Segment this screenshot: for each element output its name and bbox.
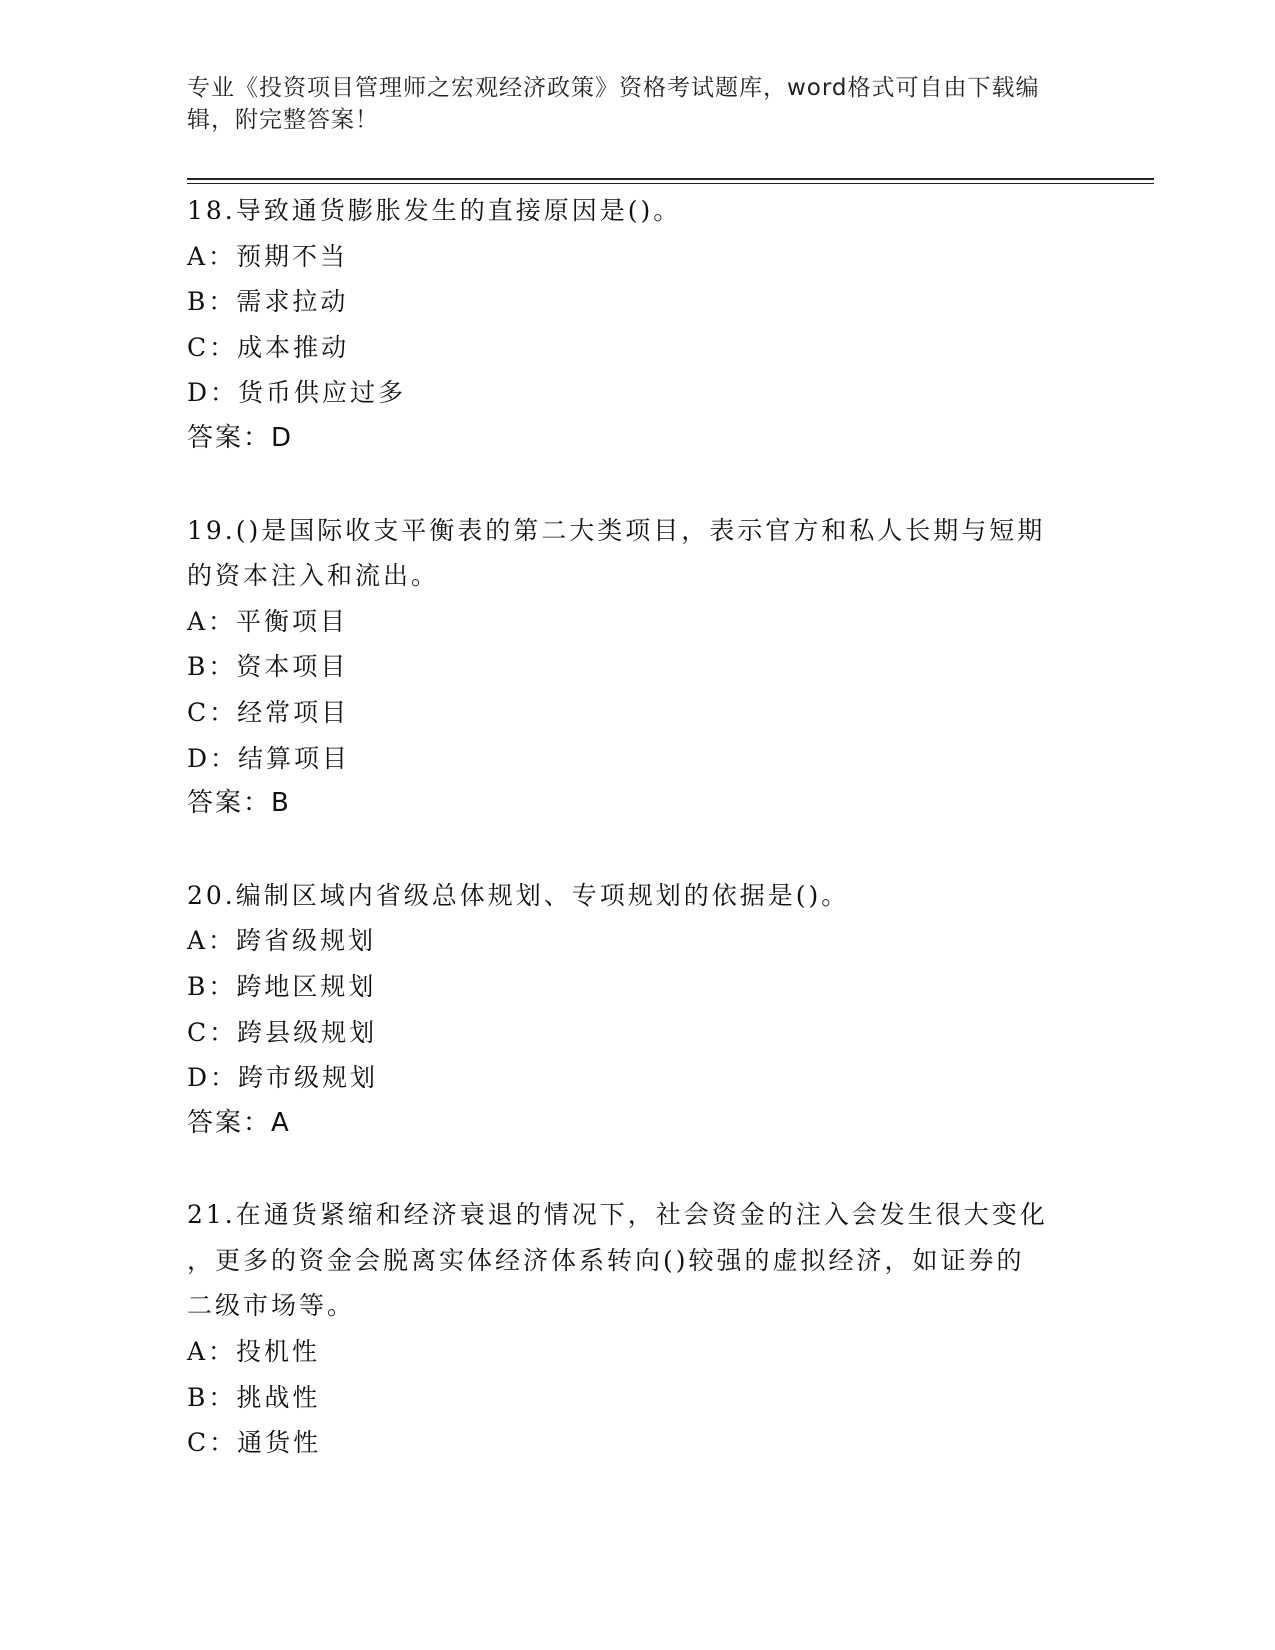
answer-label: 答案： xyxy=(187,788,272,819)
question-stem: 21.在通货紧缩和经济衰退的情况下，社会资金的注入会发生很大变化 xyxy=(187,1200,1048,1230)
option-d: D：跨市级规划 xyxy=(187,1063,379,1093)
answer-value: A xyxy=(271,1107,290,1138)
option-d: D：结算项目 xyxy=(187,743,351,773)
question-stem: 20.编制区域内省级总体规划、专项规划的依据是()。 xyxy=(187,880,850,910)
header-line: 专业《投资项目管理师之宏观经济政策》资格考试题库，word格式可自由下载编 xyxy=(187,75,1040,101)
option-c: C：经常项目 xyxy=(187,697,350,727)
answer-value: D xyxy=(271,422,293,453)
question-stem: 二级市场等。 xyxy=(187,1291,356,1321)
document-header xyxy=(187,72,1077,136)
option-a: A：预期不当 xyxy=(187,241,349,271)
option-a: A：跨省级规划 xyxy=(187,926,377,956)
option-b: B：挑战性 xyxy=(187,1382,321,1412)
option-d: D：货币供应过多 xyxy=(187,378,407,408)
question-20 xyxy=(187,873,1087,1147)
answer xyxy=(187,1101,1087,1147)
question-stem: 19.()是国际收支平衡表的第二大类项目，表示官方和私人长期与短期 xyxy=(187,515,1046,545)
answer-label: 答案： xyxy=(187,1107,272,1138)
option-b: B：需求拉动 xyxy=(187,287,349,317)
answer-value: B xyxy=(271,788,290,819)
header-divider-thin xyxy=(187,183,1154,184)
option-c: C：成本推动 xyxy=(187,332,350,362)
header-divider xyxy=(187,178,1154,180)
option-c: C：跨县级规划 xyxy=(187,1017,378,1047)
question-19 xyxy=(187,508,1087,827)
option-c: C：通货性 xyxy=(187,1428,322,1458)
header-line: 辑，附完整答案！ xyxy=(187,107,379,133)
option-a: A：平衡项目 xyxy=(187,606,349,636)
question-21 xyxy=(187,1192,1087,1466)
question-stem: 的资本注入和流出。 xyxy=(187,561,440,591)
option-b: B：跨地区规划 xyxy=(187,971,377,1001)
question-stem: 18.导致通货膨胀发生的直接原因是()。 xyxy=(187,196,682,225)
answer xyxy=(187,781,1087,827)
question-list xyxy=(187,188,1087,1512)
answer-label: 答案： xyxy=(187,422,272,453)
question-18 xyxy=(187,188,1087,462)
option-b: B：资本项目 xyxy=(187,652,349,682)
option-a: A：投机性 xyxy=(187,1337,321,1367)
question-stem: ，更多的资金会脱离实体经济体系转向()较强的虚拟经济，如证券的 xyxy=(187,1245,1025,1275)
answer xyxy=(187,416,1087,462)
